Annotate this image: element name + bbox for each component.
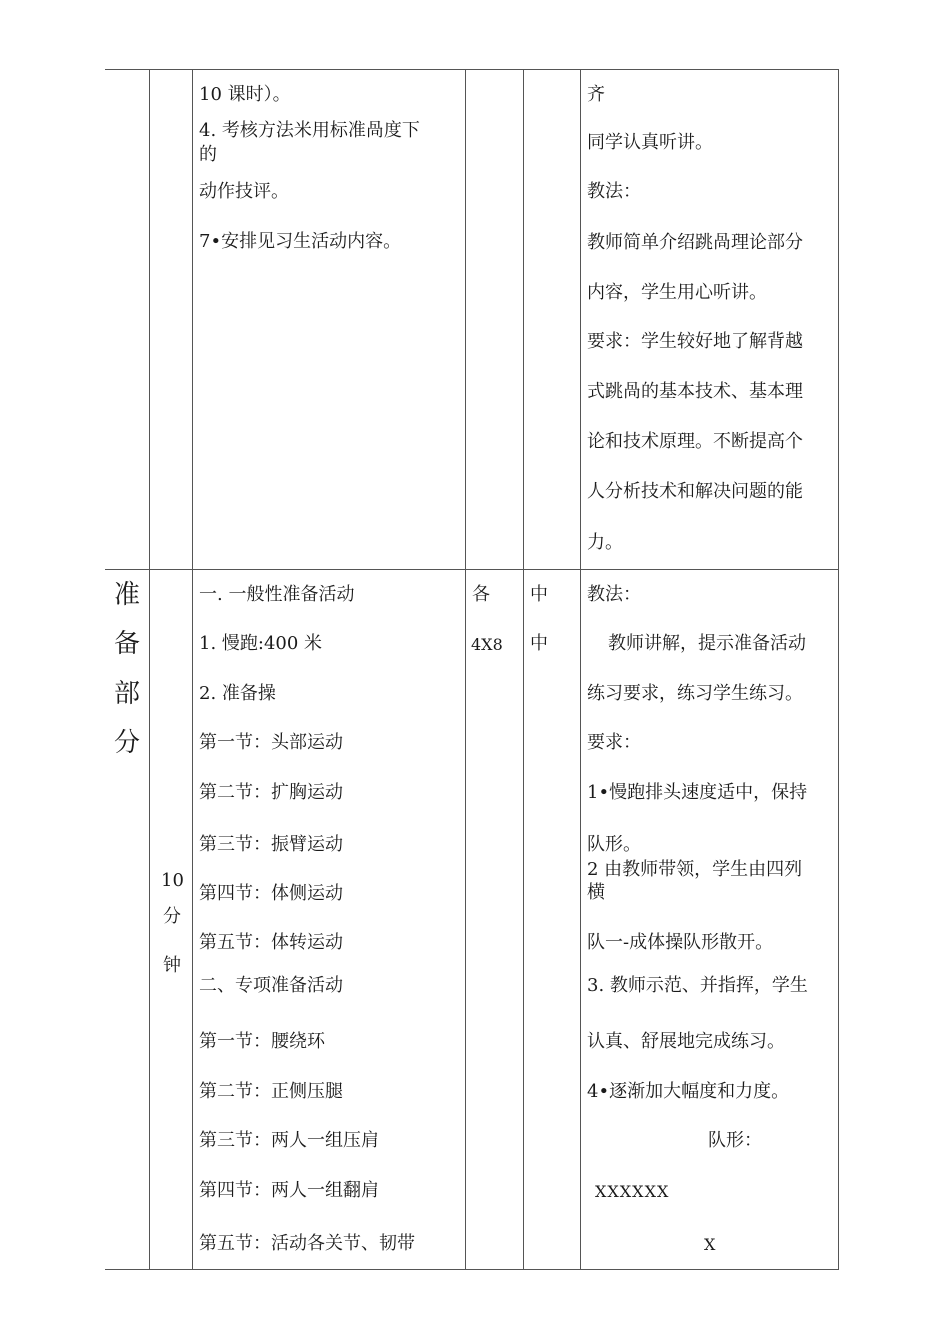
prep-method-line: 4•逐渐加大幅度和力度。 bbox=[587, 1081, 790, 1102]
prep-method-line: 横 bbox=[587, 882, 605, 903]
col-line-4 bbox=[523, 69, 524, 1270]
time-label: 10 bbox=[161, 870, 184, 891]
prep-method-line: 练习要求，练习学生练习。 bbox=[587, 683, 803, 704]
prep-content-line: 二、专项准备活动 bbox=[199, 975, 343, 996]
prep-content-line: 第四节：体侧运动 bbox=[199, 883, 343, 904]
upper-method-line: 力。 bbox=[587, 532, 623, 553]
intensity-value: 中 bbox=[530, 633, 548, 654]
row-divider bbox=[105, 569, 839, 570]
section-label-char: 备 bbox=[114, 629, 141, 659]
prep-content-line: 第四节：两人一组翻肩 bbox=[199, 1180, 379, 1201]
upper-method-line: 内容，学生用心听讲。 bbox=[587, 282, 767, 303]
col-line-1 bbox=[149, 69, 150, 1270]
reps-value: 4X8 bbox=[471, 635, 503, 654]
prep-method-line: 1•慢跑排头速度适中，保持 bbox=[587, 782, 808, 803]
upper-content-line: 4. 考核方法米用标准咼度下 bbox=[199, 120, 420, 141]
time-label: 钟 bbox=[163, 955, 181, 976]
upper-method-line: 论和技术原理。不断提高个 bbox=[587, 431, 803, 452]
upper-method-line: 同学认真听讲。 bbox=[587, 132, 713, 153]
prep-content-line: 第五节：活动各关节、韧带 bbox=[199, 1233, 415, 1254]
table-bottom-border bbox=[105, 1269, 839, 1270]
prep-method-line: 队一-成体操队形散开。 bbox=[587, 932, 774, 953]
upper-method-line: 齐 bbox=[587, 84, 605, 105]
formation-leader: X bbox=[704, 1235, 716, 1254]
section-label-char: 准 bbox=[114, 580, 141, 610]
formation-label: 队形： bbox=[708, 1130, 762, 1151]
prep-content-line: 第三节：两人一组压肩 bbox=[199, 1130, 379, 1151]
prep-content-line: 第一节：头部运动 bbox=[199, 732, 343, 753]
col-line-5 bbox=[580, 69, 581, 1270]
intensity-value: 中 bbox=[530, 584, 548, 605]
upper-content-line: 10 课时）。 bbox=[199, 84, 291, 105]
prep-content-line: 1. 慢跑:400 米 bbox=[199, 633, 323, 654]
table-right-border bbox=[838, 69, 839, 1270]
upper-method-line: 教法： bbox=[587, 181, 641, 202]
section-label-char: 部 bbox=[114, 679, 141, 709]
prep-method-line: 要求： bbox=[587, 732, 641, 753]
section-label-char: 分 bbox=[114, 728, 141, 758]
prep-content-line: 第五节：体转运动 bbox=[199, 932, 343, 953]
prep-content-line: 第二节：扩胸运动 bbox=[199, 782, 343, 803]
prep-content-line: 第一节：腰绕环 bbox=[199, 1031, 325, 1052]
col-line-3 bbox=[465, 69, 466, 1270]
reps-label: 各 bbox=[472, 584, 490, 605]
time-label: 分 bbox=[163, 906, 181, 927]
prep-method-line: 队形。 bbox=[587, 834, 641, 855]
prep-method-line: 2 由教师带领，学生由四列 bbox=[587, 859, 803, 880]
upper-content-line: 动作技评。 bbox=[199, 181, 289, 202]
table-top-border bbox=[105, 69, 839, 70]
col-line-2 bbox=[192, 69, 193, 1270]
upper-method-line: 人分析技术和解决问题的能 bbox=[587, 481, 803, 502]
prep-content-line: 第三节：振臂运动 bbox=[199, 834, 343, 855]
upper-method-line: 要求：学生较好地了解背越 bbox=[587, 331, 803, 352]
prep-method-line: 认真、舒展地完成练习。 bbox=[587, 1031, 785, 1052]
upper-method-line: 式跳咼的基本技术、基本理 bbox=[587, 381, 803, 402]
formation-row: XXXXXX bbox=[595, 1182, 670, 1201]
prep-content-line: 2. 准备操 bbox=[199, 683, 276, 704]
prep-method-line: 教师讲解，提示准备活动 bbox=[608, 633, 806, 654]
upper-content-line: 的 bbox=[199, 144, 217, 165]
prep-method-line: 3. 教师示范、并指挥，学生 bbox=[587, 975, 808, 996]
upper-method-line: 教师简单介绍跳咼理论部分 bbox=[587, 232, 803, 253]
prep-method-line: 教法： bbox=[587, 584, 641, 605]
prep-content-line: 一. 一般性准备活动 bbox=[199, 584, 355, 605]
prep-content-line: 第二节：正侧压腿 bbox=[199, 1081, 343, 1102]
upper-content-line: 7•安排见习生活动内容。 bbox=[199, 231, 402, 252]
